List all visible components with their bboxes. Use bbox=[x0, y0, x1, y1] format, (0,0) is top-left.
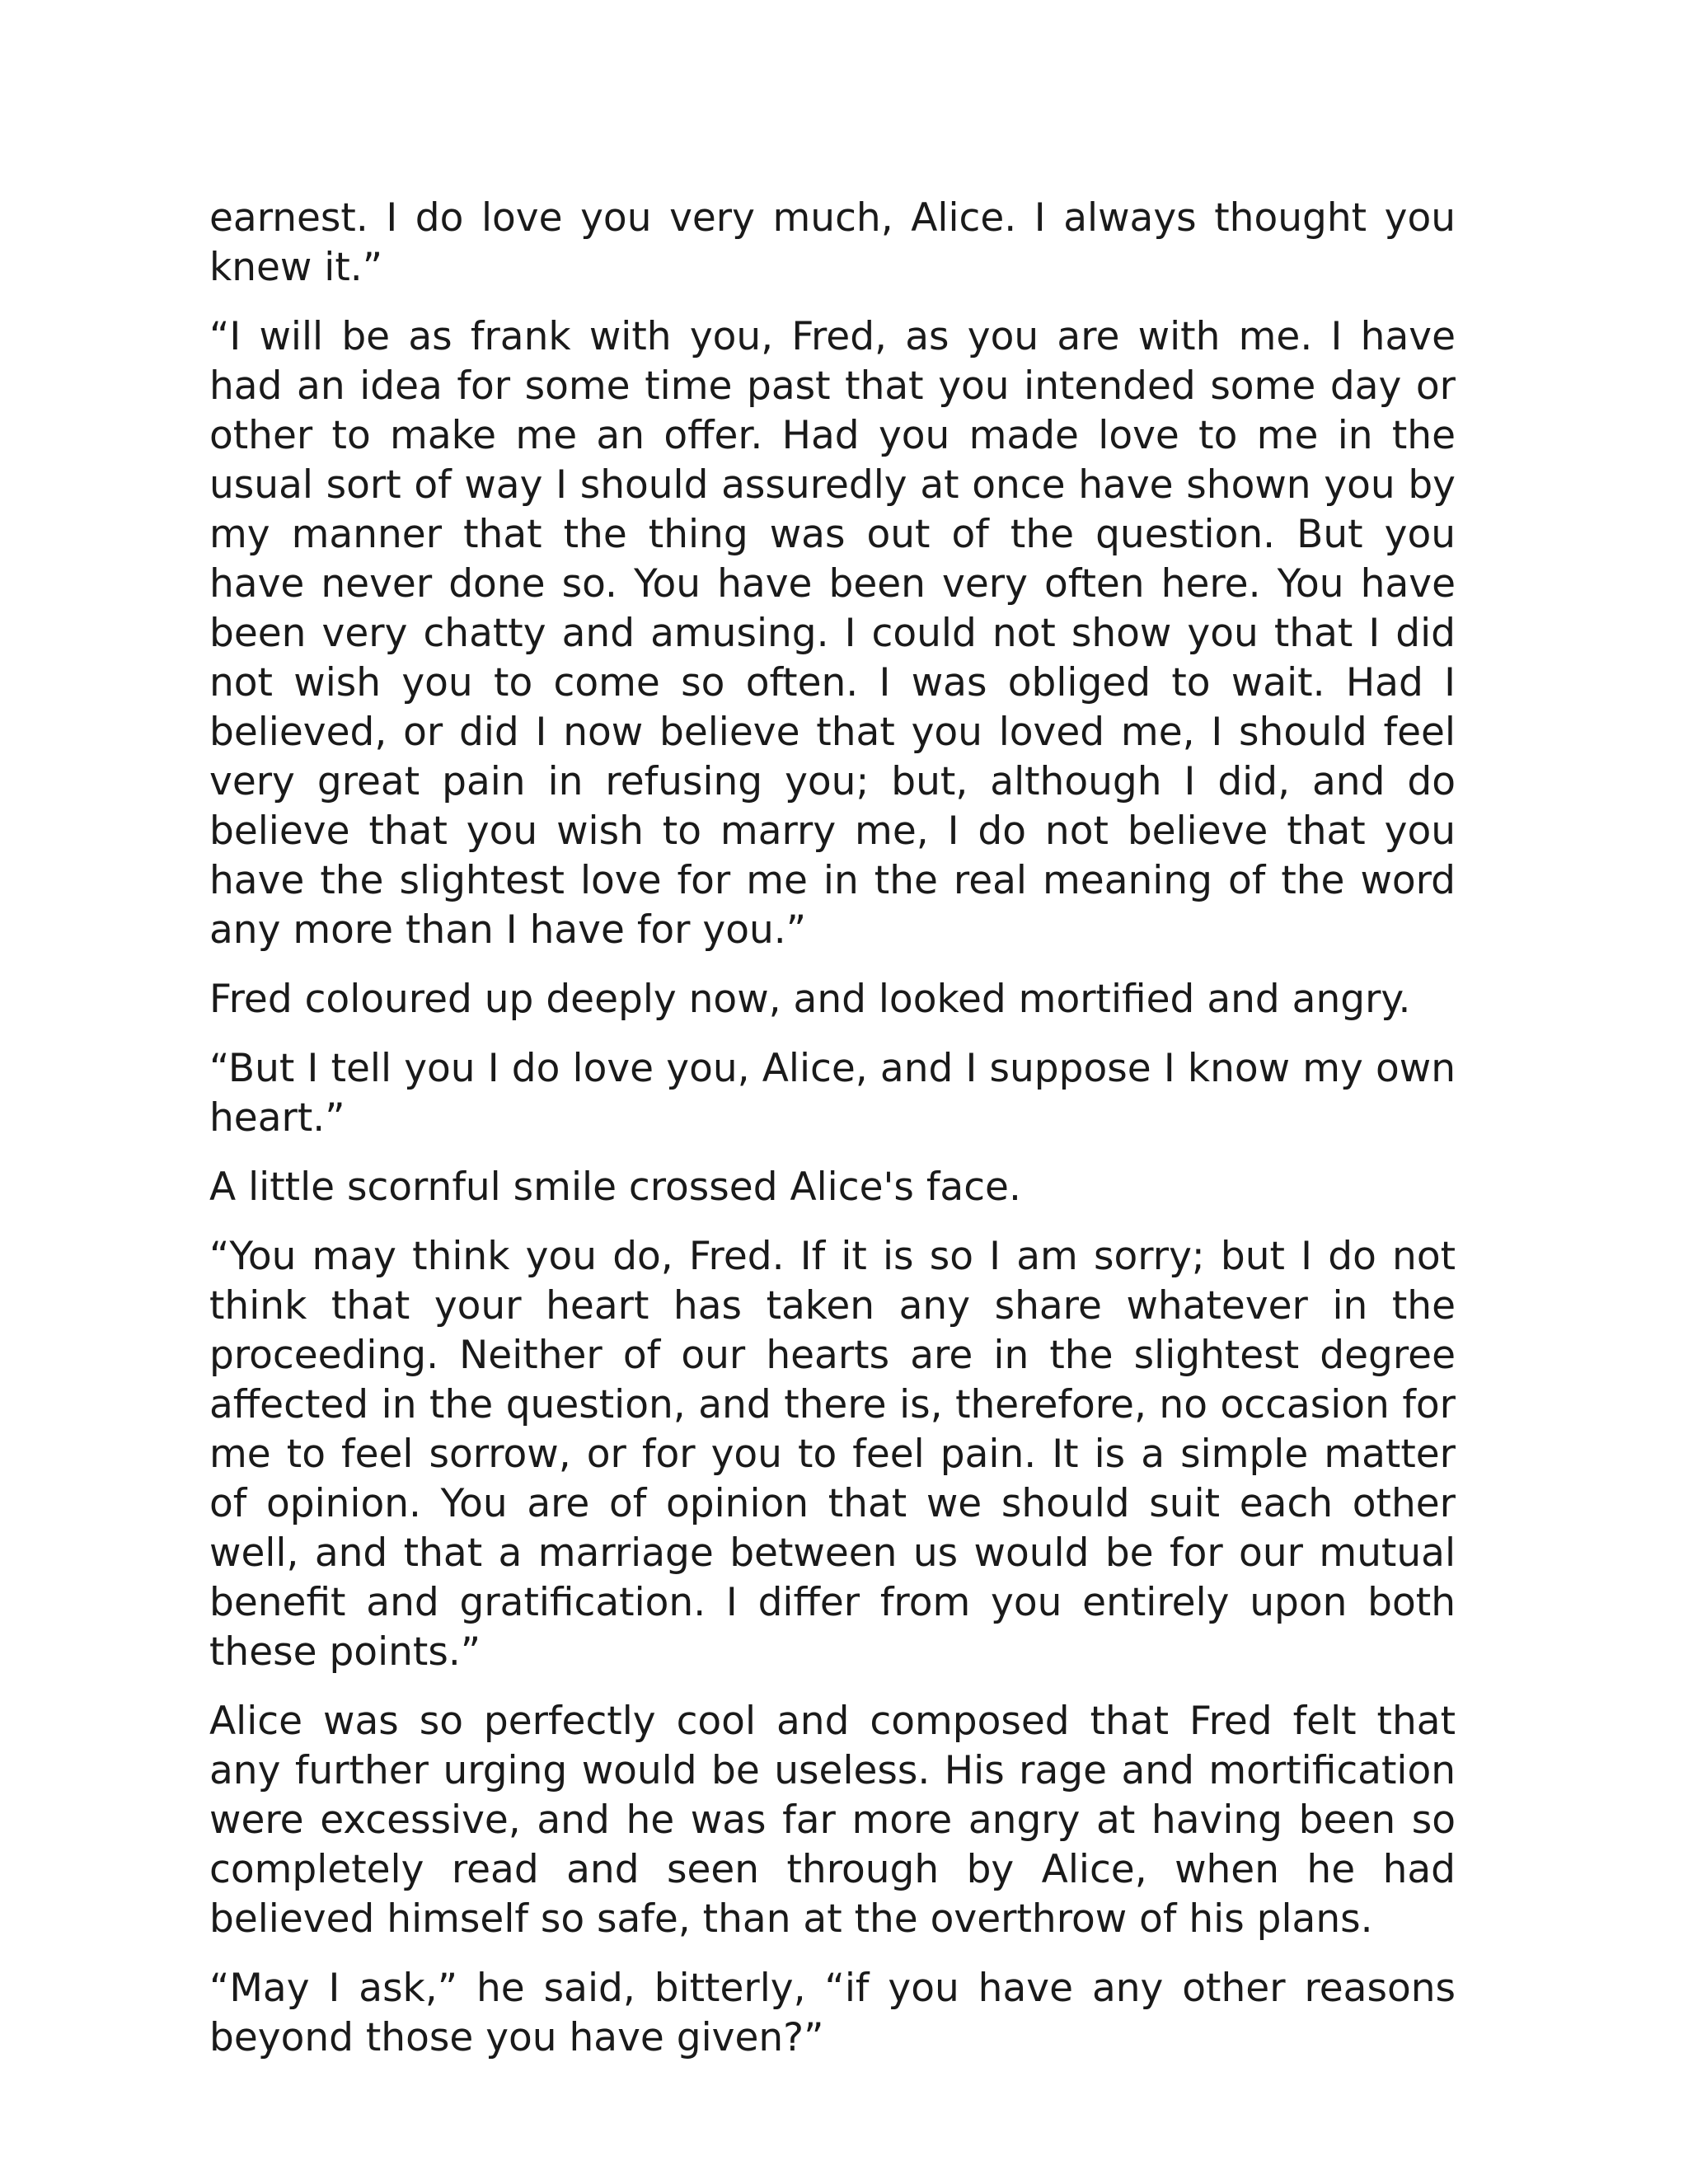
document-page bbox=[209, 194, 1456, 2083]
paragraph: Alice was so perfectly cool and composed that Fred felt that any further urging would be useless. His rage and mortification were excessive, and he was far more angry at having been so completely read and seen through by Alice, when he had believed himself so safe, than at the overthrow of his plans. bbox=[209, 1699, 1456, 1942]
paragraph: Fred coloured up deeply now, and looked mortified and angry. bbox=[209, 977, 1411, 1022]
paragraph: “I will be as frank with you, Fred, as you are with me. I have had an idea for some time past that you intended some day or other to make me an offer. Had you made love to me in the usual sort of way I should assuredly at once have shown you by my manner that the thing was out of the question. But you have never done so. You have been very often here. You have been very chatty and amusing. I could not show you that I did not wish you to come so often. I was obliged to wait. Had I believed, or did I now believe that you loved me, I should feel very great pain in refusing you; but, although I did, and do believe that you wish to marry me, I do not believe that you have the slightest love for me in the real meaning of the word any more than I have for you.” bbox=[209, 314, 1456, 953]
paragraph: “You may think you do, Fred. If it is so I am sorry; but I do not think that your heart has taken any share whatever in the proceeding. Neither of our hearts are in the slightest degree affected in the question, and there is, therefore, no occasion for me to feel sorrow, or for you to feel pain. It is a simple matter of opinion. You are of opinion that we should suit each other well, and that a marriage between us would be for our mutual benefit and gratification. I differ from you entirely upon both these points.” bbox=[209, 1234, 1456, 1675]
paragraph: A little scornful smile crossed Alice's face. bbox=[209, 1165, 1021, 1210]
paragraph: “May I ask,” he said, bitterly, “if you have any other reasons beyond those you have given?” bbox=[209, 1966, 1456, 2060]
paragraph: “But I tell you I do love you, Alice, and I suppose I know my own heart.” bbox=[209, 1046, 1456, 1141]
paragraph: earnest. I do love you very much, Alice. I always thought you knew it.” bbox=[209, 195, 1456, 290]
